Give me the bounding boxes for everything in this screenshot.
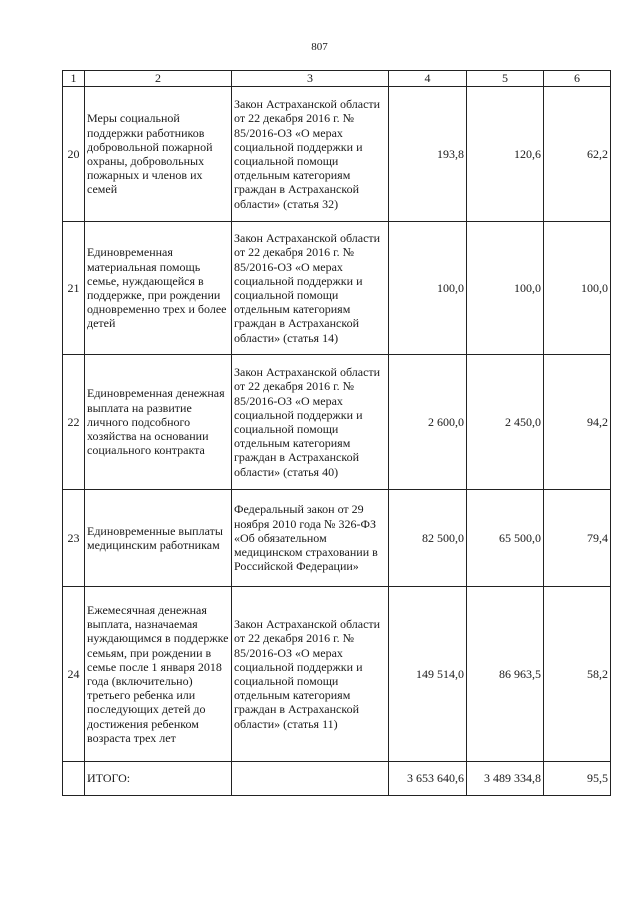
execution-percent: 62,2	[544, 87, 611, 222]
planned-amount: 82 500,0	[389, 490, 467, 587]
column-header: 5	[467, 71, 544, 87]
execution-percent: 94,2	[544, 355, 611, 490]
row-number: 22	[63, 355, 85, 490]
legal-basis: Закон Астраханской области от 22 декабря 2016 г. № 85/2016-ОЗ «О мерах социальной поддержки и социальной помощи отдельным категориям граждан в Астраханской области» (статья 14)	[232, 222, 389, 355]
actual-amount: 86 963,5	[467, 587, 544, 762]
row-number: 21	[63, 222, 85, 355]
actual-amount: 120,6	[467, 87, 544, 222]
total-actual-amount: 3 489 334,8	[467, 762, 544, 796]
actual-amount: 2 450,0	[467, 355, 544, 490]
actual-amount: 65 500,0	[467, 490, 544, 587]
total-label: ИТОГО:	[85, 762, 232, 796]
total-row-number	[63, 762, 85, 796]
row-number: 23	[63, 490, 85, 587]
actual-amount: 100,0	[467, 222, 544, 355]
execution-percent: 58,2	[544, 587, 611, 762]
planned-amount: 149 514,0	[389, 587, 467, 762]
column-header: 1	[63, 71, 85, 87]
table-row	[63, 587, 611, 762]
measure-name: Ежемесячная денежная выплата, назначаемая нуждающимся в поддержке семьям, при рождении в семье после 1 января 2018 года (включительно) третьего ребенка или последующих детей до достижения ребенком возраста трех лет	[85, 587, 232, 762]
column-header: 3	[232, 71, 389, 87]
planned-amount: 193,8	[389, 87, 467, 222]
budget-table	[62, 70, 611, 796]
legal-basis: Федеральный закон от 29 ноября 2010 года № 326-ФЗ «Об обязательном медицинском страховании в Российской Федерации»	[232, 490, 389, 587]
column-header: 4	[389, 71, 467, 87]
page-number: 807	[311, 41, 328, 53]
legal-basis: Закон Астраханской области от 22 декабря 2016 г. № 85/2016-ОЗ «О мерах социальной поддержки и социальной помощи отдельным категориям граждан в Астраханской области» (статья 40)	[232, 355, 389, 490]
measure-name: Единовременные выплаты медицинским работникам	[85, 490, 232, 587]
total-planned-amount: 3 653 640,6	[389, 762, 467, 796]
column-header: 2	[85, 71, 232, 87]
execution-percent: 79,4	[544, 490, 611, 587]
row-number: 20	[63, 87, 85, 222]
planned-amount: 2 600,0	[389, 355, 467, 490]
row-number: 24	[63, 587, 85, 762]
legal-basis: Закон Астраханской области от 22 декабря 2016 г. № 85/2016-ОЗ «О мерах социальной поддержки и социальной помощи отдельным категориям граждан в Астраханской области» (статья 11)	[232, 587, 389, 762]
total-row	[63, 762, 611, 796]
total-execution-percent: 95,5	[544, 762, 611, 796]
table-row	[63, 222, 611, 355]
planned-amount: 100,0	[389, 222, 467, 355]
table-row	[63, 490, 611, 587]
legal-basis: Закон Астраханской области от 22 декабря 2016 г. № 85/2016-ОЗ «О мерах социальной поддержки и социальной помощи отдельным категориям граждан в Астраханской области» (статья 32)	[232, 87, 389, 222]
measure-name: Меры социальной поддержки работников добровольной пожарной охраны, добровольных пожарных и членов их семей	[85, 87, 232, 222]
execution-percent: 100,0	[544, 222, 611, 355]
table-header-row	[63, 71, 611, 87]
table-row	[63, 355, 611, 490]
total-legal-basis	[232, 762, 389, 796]
measure-name: Единовременная денежная выплата на развитие личного подсобного хозяйства на основании социального контракта	[85, 355, 232, 490]
table-row	[63, 87, 611, 222]
column-header: 6	[544, 71, 611, 87]
measure-name: Единовременная материальная помощь семье, нуждающейся в поддержке, при рождении одновременно трех и более детей	[85, 222, 232, 355]
